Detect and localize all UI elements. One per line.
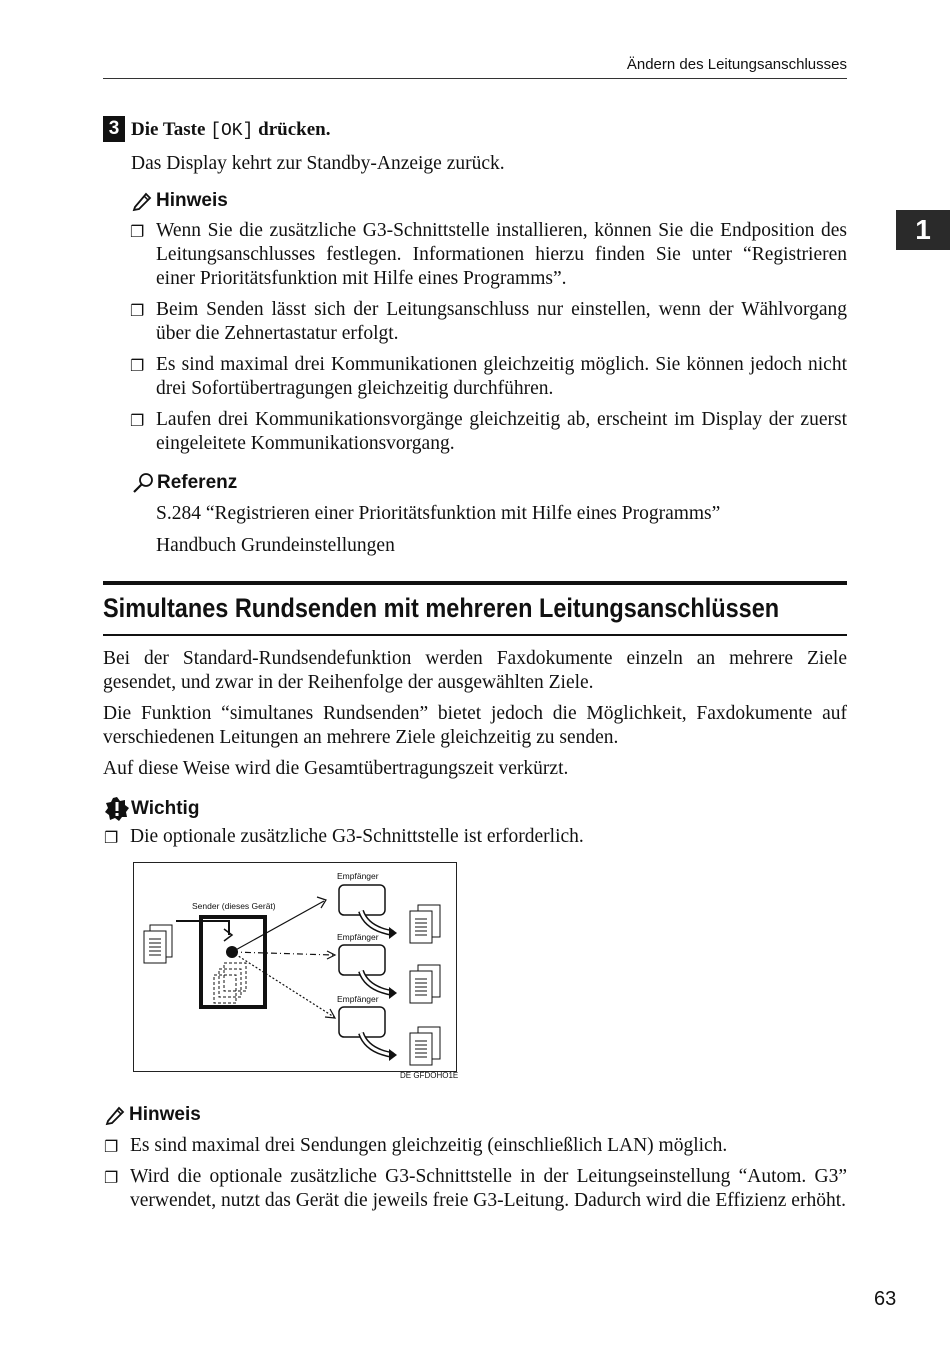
wichtig-heading	[104, 796, 199, 822]
chapter-tab: 1	[896, 210, 950, 250]
section-title: Simultanes Rundsenden mit mehreren Leitungsanschlüssen	[103, 593, 780, 623]
pencil-icon	[104, 1104, 126, 1126]
checkbox-bullet-icon: ❐	[104, 828, 119, 847]
running-header: Ändern des Leitungsanschlusses	[626, 56, 847, 73]
list-item: ❐ Es sind maximal drei Kommunikationen gleichzeitig möglich. Sie können jedoch nicht drei Sofortübertragungen gleichzeitig durchführen.	[130, 354, 847, 399]
sender-machine	[201, 917, 265, 1007]
step-title-text: Die Taste	[131, 119, 211, 140]
checkbox-bullet-icon: ❐	[130, 222, 145, 241]
step-title-suffix: drücken.	[253, 119, 331, 140]
step-title	[131, 119, 330, 141]
hinweis-list	[130, 219, 847, 463]
header-rule	[103, 78, 847, 79]
hinweis-list	[104, 1134, 847, 1220]
wichtig-heading-text: Wichtig	[131, 798, 200, 819]
magnifier-icon	[131, 472, 155, 494]
reference-manual: Handbuch Grundeinstellungen	[156, 535, 395, 556]
checkbox-bullet-icon: ❐	[130, 356, 145, 375]
checkbox-bullet-icon: ❐	[104, 1168, 119, 1187]
section-paragraph: Die Funktion “simultanes Rundsenden” bietet jedoch die Möglichkeit, Faxdokumente auf verschiedenen Leitungen an mehrere Ziele gleichzeitig zu senden.	[103, 703, 847, 748]
checkbox-bullet-icon: ❐	[130, 301, 145, 320]
section-paragraph: Bei der Standard-Rundsendefunktion werden Faxdokumente einzeln an mehrere Ziele gesendet, und zwar in der Reihenfolge der ausgewählten Ziele.	[103, 648, 847, 693]
pencil-icon	[131, 190, 153, 212]
checkbox-bullet-icon: ❐	[130, 411, 145, 430]
page-number: 63	[874, 1288, 897, 1310]
simultaneous-broadcast-figure	[133, 862, 457, 1072]
document-icon	[410, 965, 440, 1003]
ok-key-label: [OK]	[210, 121, 254, 141]
hinweis-heading-text: Hinweis	[129, 1104, 201, 1125]
referenz-heading-text: Referenz	[157, 472, 238, 493]
receiver-fax	[339, 1007, 397, 1061]
hinweis-heading	[131, 190, 228, 212]
receiver-label: Empfänger	[337, 871, 379, 881]
figure-code: DE GFDOHO1E	[400, 1071, 459, 1080]
list-item: ❐ Beim Senden lässt sich der Leitungsanschluss nur einstellen, wenn der Wählvorgang über die Zehnertastatur erfolgt.	[130, 299, 847, 344]
step-number-badge: 3	[103, 116, 125, 142]
document-icon	[410, 905, 440, 943]
reference-link[interactable]: S.284 “Registrieren einer Prioritätsfunktion mit Hilfe eines Programms”	[156, 503, 721, 524]
sender-label: Sender (dieses Gerät)	[192, 901, 276, 911]
list-item: ❐ Es sind maximal drei Sendungen gleichzeitig (einschließlich LAN) möglich.	[130, 1134, 847, 1158]
section-rule-top	[103, 581, 847, 585]
list-item: ❐ Wenn Sie die zusätzliche G3-Schnittstelle installieren, können Sie die Endposition des Leitungsanschlusses festlegen. Informationen hierzu finden Sie unter “Registrieren einer Prioritätsfunktion mit Hilfe eines Programms”.	[130, 220, 847, 289]
document-icon	[410, 1027, 440, 1065]
document-icon	[144, 925, 172, 963]
wichtig-list	[104, 825, 847, 856]
receiver-label: Empfänger	[337, 932, 379, 942]
broadcast-diagram	[134, 863, 456, 1071]
receiver-fax	[339, 885, 397, 939]
receiver-label: Empfänger	[337, 994, 379, 1004]
checkbox-bullet-icon: ❐	[104, 1137, 119, 1156]
section-rule-bottom	[103, 634, 847, 636]
list-item: ❐ Wird die optionale zusätzliche G3-Schnittstelle in der Leitungseinstellung “Autom. G3” verwendet, nutzt das Gerät die jeweils freie G3-Leitung. Dadurch wird die Effizienz erhöht.	[104, 1166, 847, 1211]
section-paragraph: Auf diese Weise wird die Gesamtübertragungszeit verkürzt.	[103, 758, 569, 779]
list-item: ❐ Die optionale zusätzliche G3-Schnittstelle ist erforderlich.	[130, 825, 847, 849]
receiver-fax	[339, 945, 397, 999]
hinweis-heading	[104, 1104, 201, 1126]
step-description: Das Display kehrt zur Standby-Anzeige zurück.	[131, 153, 505, 174]
referenz-heading	[131, 472, 237, 494]
exclamation-icon	[104, 796, 130, 822]
list-item: ❐ Laufen drei Kommunikationsvorgänge gleichzeitig ab, erscheint im Display der zuerst eingeleitete Kommunikationsvorgang.	[130, 409, 847, 454]
hinweis-heading-text: Hinweis	[156, 190, 228, 211]
